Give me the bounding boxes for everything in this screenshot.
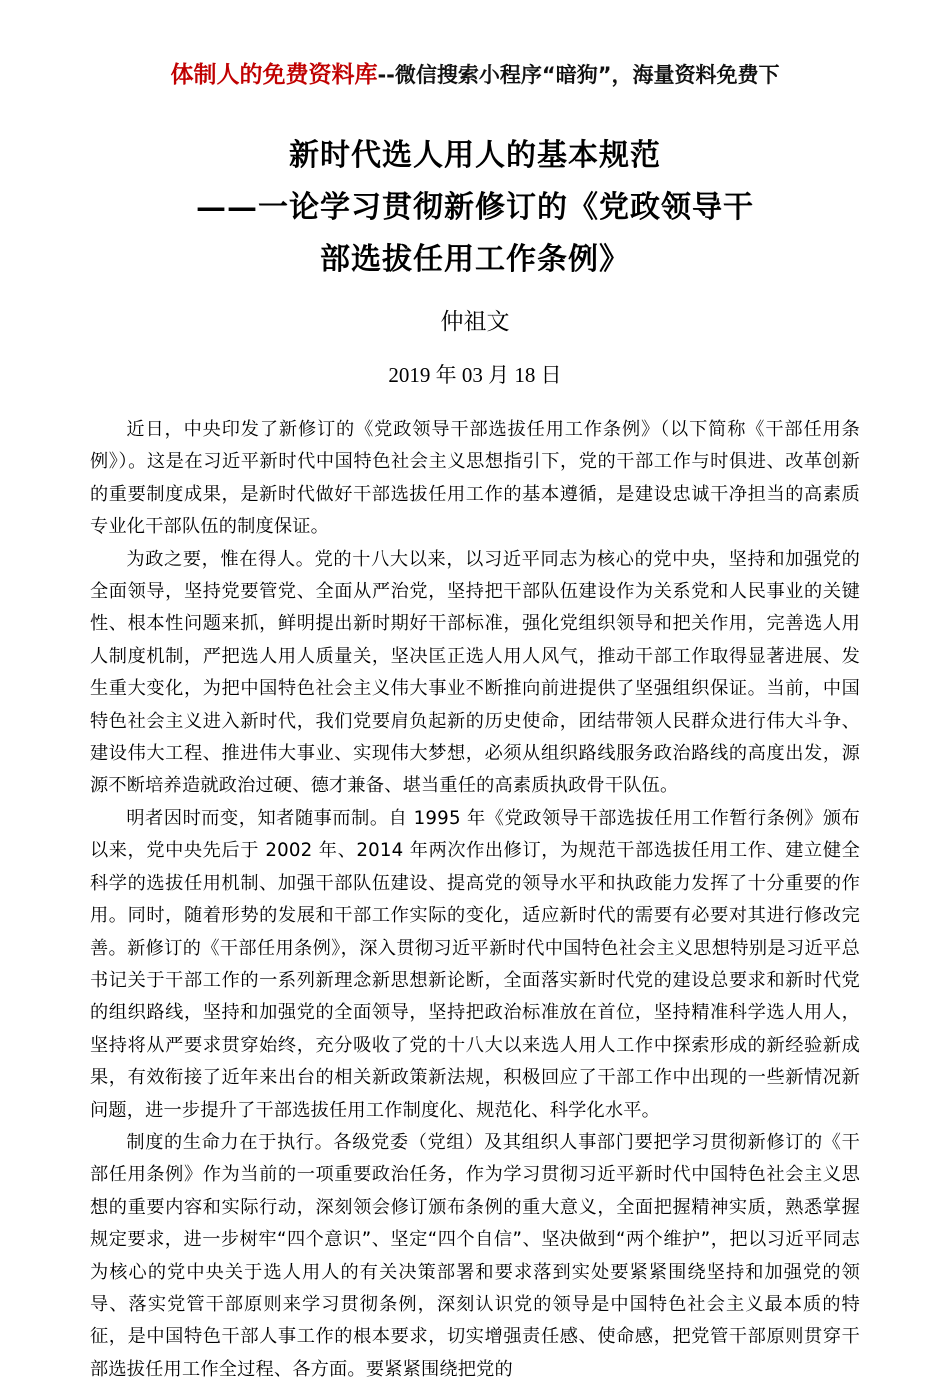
document-title	[145, 130, 805, 286]
document-body	[0, 130, 950, 1386]
author-name: 仲祖文	[440, 309, 510, 335]
paragraph: 明者因时而变，知者随事而制。自 1995 年《党政领导干部选拔任用工作暂行条例》颁布以来，党中央先后于 2002 年、2014 年两次作出修订，为规范干部选拔任用工作、建立健全科学的选拔任用机制、加强干部队伍建设、提高党的领导水平和执政能力发挥了十分重要的作用。同时，随着形势的发展和干部工作实际的变化，适应新时代的需要有必要对其进行修改完善。新修订的《干部任用条例》，深入贯彻习近平新时代中国特色社会主义思想特别是习近平总书记关于干部工作的一系列新理念新思想新论断，全面落实新时代党的建设总要求和新时代党的组织路线，坚持和加强党的全面领导，坚持把政治标准放在首位，坚持精准科学选人用人，坚持将从严要求贯穿始终，充分吸收了党的十八大以来选人用人工作中探索形成的新经验新成果，有效衔接了近年来出台的相关新政策新法规，积极回应了干部工作中出现的一些新情况新问题，进一步提升了干部选拔任用工作制度化、规范化、科学化水平。	[90, 807, 860, 1121]
title-line-1: 新时代选人用人的基本规范	[289, 138, 661, 173]
watermark-banner	[0, 60, 950, 91]
document-content	[90, 414, 860, 1386]
title-line-3: 部选拔任用工作条例》	[320, 242, 630, 277]
watermark-black-text: --微信搜索小程序“暗狗”，海量资料免费下	[377, 63, 780, 87]
paragraph: 近日，中央印发了新修订的《党政领导干部选拔任用工作条例》（以下简称《干部任用条例》）。这是在习近平新时代中国特色社会主义思想指引下，党的干部工作与时俱进、改革创新的重要制度成果，是新时代做好干部选拔任用工作的基本遵循，是建设忠诚干净担当的高素质专业化干部队伍的制度保证。	[90, 419, 860, 538]
paragraph: 制度的生命力在于执行。各级党委（党组）及其组织人事部门要把学习贯彻新修订的《干部任用条例》作为当前的一项重要政治任务，作为学习贯彻习近平新时代中国特色社会主义思想的重要内容和实际行动，深刻领会修订颁布条例的重大意义，全面把握精神实质，熟悉掌握规定要求，进一步树牢“四个意识”、坚定“四个自信”、坚决做到“两个维护”，把以习近平同志为核心的党中央关于选人用人的有关决策部署和要求落到实处要紧紧围绕坚持和加强党的领导、落实党管干部原则来学习贯彻条例，深刻认识党的领导是中国特色社会主义最本质的特征，是中国特色干部人事工作的根本要求，切实增强责任感、使命感，把党管干部原则贯穿干部选拔任用工作全过程、各方面。要紧紧围绕把党的	[90, 1131, 860, 1380]
publish-date: 2019 年 03 月 18 日	[388, 363, 562, 387]
watermark-red-text: 体制人的免费资料库	[170, 62, 378, 88]
paragraph: 为政之要，惟在得人。党的十八大以来，以习近平同志为核心的党中央，坚持和加强党的全面领导，坚持党要管党、全面从严治党，坚持把干部队伍建设作为关系党和人民事业的关键性、根本性问题来抓，鲜明提出新时期好干部标准，强化党组织领导和把关作用，完善选人用人制度机制，严把选人用人质量关，坚决匡正选人用人风气，推动干部工作取得显著进展、发生重大变化，为把中国特色社会主义伟大事业不断推向前进提供了坚强组织保证。当前，中国特色社会主义进入新时代，我们党要肩负起新的历史使命，团结带领人民群众进行伟大斗争、建设伟大工程、推进伟大事业、实现伟大梦想，必须从组织路线服务政治路线的高度出发，源源不断培养造就政治过硬、德才兼备、堪当重任的高素质执政骨干队伍。	[90, 548, 860, 797]
title-line-2: ——一论学习贯彻新修订的《党政领导干	[196, 190, 754, 225]
